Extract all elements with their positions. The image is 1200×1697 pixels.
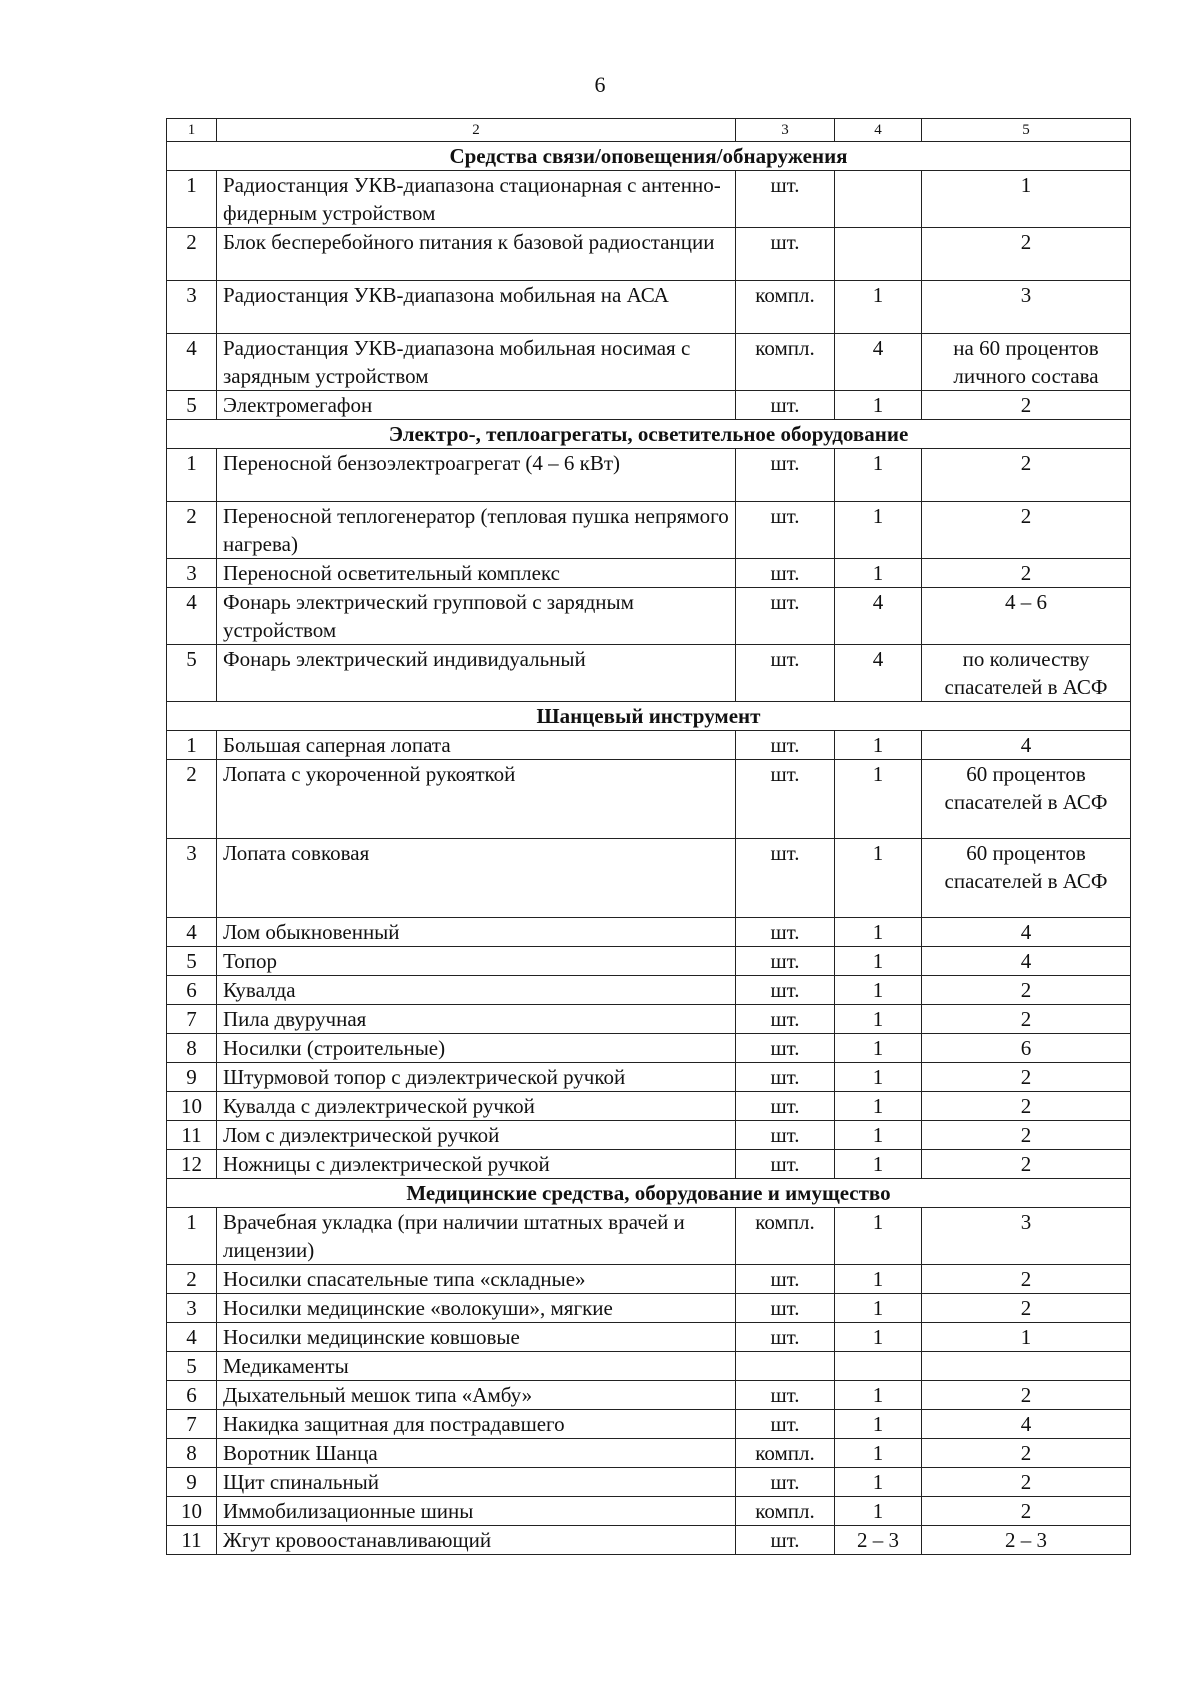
- row-number: 5: [167, 645, 217, 702]
- quantity-column-4: 1: [835, 1439, 922, 1468]
- table-row: [167, 1150, 1131, 1179]
- unit-of-measure: [736, 1352, 835, 1381]
- table-row: [167, 281, 1131, 334]
- unit-of-measure: шт.: [736, 559, 835, 588]
- quantity-column-4: 1: [835, 449, 922, 502]
- quantity-column-5: 2: [922, 1005, 1131, 1034]
- quantity-column-5: 2: [922, 1439, 1131, 1468]
- unit-of-measure: шт.: [736, 1092, 835, 1121]
- row-number: 3: [167, 1294, 217, 1323]
- quantity-column-5: 1: [922, 1323, 1131, 1352]
- column-header: 3: [736, 119, 835, 142]
- row-number: 12: [167, 1150, 217, 1179]
- quantity-column-4: 1: [835, 1323, 922, 1352]
- unit-of-measure: шт.: [736, 1294, 835, 1323]
- column-header: 4: [835, 119, 922, 142]
- quantity-column-5: 2: [922, 1265, 1131, 1294]
- quantity-column-5: по количеству спасателей в АСФ: [922, 645, 1131, 702]
- table-row: [167, 1208, 1131, 1265]
- table-row: [167, 1497, 1131, 1526]
- quantity-column-5: 4: [922, 947, 1131, 976]
- item-name: Переносной бензоэлектроагрегат (4 – 6 кВт): [217, 449, 736, 502]
- table-row: [167, 588, 1131, 645]
- row-number: 9: [167, 1468, 217, 1497]
- quantity-column-5: 60 процентов спасателей в АСФ: [922, 760, 1131, 839]
- column-header: 5: [922, 119, 1131, 142]
- item-name: Воротник Шанца: [217, 1439, 736, 1468]
- row-number: 5: [167, 1352, 217, 1381]
- table-row: [167, 228, 1131, 281]
- quantity-column-4: 1: [835, 1468, 922, 1497]
- row-number: 10: [167, 1497, 217, 1526]
- table-row: [167, 502, 1131, 559]
- quantity-column-5: 2: [922, 1468, 1131, 1497]
- unit-of-measure: шт.: [736, 391, 835, 420]
- row-number: 3: [167, 559, 217, 588]
- unit-of-measure: шт.: [736, 839, 835, 918]
- unit-of-measure: шт.: [736, 1323, 835, 1352]
- item-name: Топор: [217, 947, 736, 976]
- quantity-column-4: 4: [835, 588, 922, 645]
- quantity-column-5: 2: [922, 976, 1131, 1005]
- unit-of-measure: шт.: [736, 1121, 835, 1150]
- equipment-table: [166, 118, 1131, 1555]
- quantity-column-5: [922, 1352, 1131, 1381]
- unit-of-measure: шт.: [736, 449, 835, 502]
- item-name: Радиостанция УКВ-диапазона мобильная носимая с зарядным устройством: [217, 334, 736, 391]
- quantity-column-4: 1: [835, 1005, 922, 1034]
- unit-of-measure: шт.: [736, 228, 835, 281]
- table-row: [167, 334, 1131, 391]
- quantity-column-4: 1: [835, 1092, 922, 1121]
- quantity-column-4: [835, 1352, 922, 1381]
- row-number: 5: [167, 947, 217, 976]
- section-power-lighting: [167, 420, 1131, 449]
- table-row: [167, 1526, 1131, 1555]
- row-number: 2: [167, 502, 217, 559]
- row-number: 6: [167, 1381, 217, 1410]
- row-number: 4: [167, 1323, 217, 1352]
- unit-of-measure: шт.: [736, 1381, 835, 1410]
- quantity-column-5: 2: [922, 1092, 1131, 1121]
- row-number: 4: [167, 588, 217, 645]
- quantity-column-5: 4: [922, 731, 1131, 760]
- row-number: 1: [167, 449, 217, 502]
- section-communications: [167, 142, 1131, 171]
- quantity-column-5: 3: [922, 281, 1131, 334]
- unit-of-measure: шт.: [736, 1063, 835, 1092]
- quantity-column-5: 2: [922, 1381, 1131, 1410]
- section-medical: [167, 1179, 1131, 1208]
- quantity-column-5: 2: [922, 559, 1131, 588]
- item-name: Переносной осветительный комплекс: [217, 559, 736, 588]
- row-number: 11: [167, 1121, 217, 1150]
- table-row: [167, 1352, 1131, 1381]
- table-row: [167, 1294, 1131, 1323]
- item-name: Блок бесперебойного питания к базовой радиостанции: [217, 228, 736, 281]
- table-row: [167, 171, 1131, 228]
- item-name: Врачебная укладка (при наличии штатных врачей и лицензии): [217, 1208, 736, 1265]
- table-row: [167, 976, 1131, 1005]
- section-entrenching-tools: [167, 702, 1131, 731]
- row-number: 7: [167, 1005, 217, 1034]
- column-header: 1: [167, 119, 217, 142]
- quantity-column-5: 2: [922, 1497, 1131, 1526]
- unit-of-measure: шт.: [736, 1150, 835, 1179]
- quantity-column-4: 1: [835, 559, 922, 588]
- item-name: Иммобилизационные шины: [217, 1497, 736, 1526]
- unit-of-measure: шт.: [736, 1034, 835, 1063]
- quantity-column-5: 2: [922, 1150, 1131, 1179]
- unit-of-measure: шт.: [736, 502, 835, 559]
- section-title: Медицинские средства, оборудование и имущество: [167, 1179, 1131, 1208]
- row-number: 11: [167, 1526, 217, 1555]
- column-header: 2: [217, 119, 736, 142]
- unit-of-measure: компл.: [736, 281, 835, 334]
- quantity-column-5: 2 – 3: [922, 1526, 1131, 1555]
- row-number: 3: [167, 281, 217, 334]
- unit-of-measure: шт.: [736, 1526, 835, 1555]
- item-name: Медикаменты: [217, 1352, 736, 1381]
- table-row: [167, 1092, 1131, 1121]
- table-row: [167, 731, 1131, 760]
- quantity-column-5: 1: [922, 171, 1131, 228]
- row-number: 10: [167, 1092, 217, 1121]
- row-number: 6: [167, 976, 217, 1005]
- item-name: Носилки медицинские «волокуши», мягкие: [217, 1294, 736, 1323]
- item-name: Носилки спасательные типа «складные»: [217, 1265, 736, 1294]
- row-number: 1: [167, 731, 217, 760]
- quantity-column-4: 1: [835, 1410, 922, 1439]
- quantity-column-5: 2: [922, 449, 1131, 502]
- quantity-column-4: 1: [835, 1121, 922, 1150]
- unit-of-measure: шт.: [736, 1410, 835, 1439]
- item-name: Фонарь электрический групповой с зарядным устройством: [217, 588, 736, 645]
- quantity-column-4: 1: [835, 1208, 922, 1265]
- table-row: [167, 760, 1131, 839]
- quantity-column-4: 1: [835, 1497, 922, 1526]
- item-name: Накидка защитная для пострадавшего: [217, 1410, 736, 1439]
- row-number: 3: [167, 839, 217, 918]
- row-number: 4: [167, 918, 217, 947]
- item-name: Лопата с укороченной рукояткой: [217, 760, 736, 839]
- page-number: 6: [594, 72, 606, 97]
- item-name: Щит спинальный: [217, 1468, 736, 1497]
- quantity-column-5: 4: [922, 918, 1131, 947]
- unit-of-measure: шт.: [736, 588, 835, 645]
- table-row: [167, 391, 1131, 420]
- row-number: 4: [167, 334, 217, 391]
- unit-of-measure: шт.: [736, 976, 835, 1005]
- quantity-column-5: 4 – 6: [922, 588, 1131, 645]
- item-name: Кувалда: [217, 976, 736, 1005]
- section-title: Шанцевый инструмент: [167, 702, 1131, 731]
- table-row: [167, 918, 1131, 947]
- item-name: Пила двуручная: [217, 1005, 736, 1034]
- unit-of-measure: шт.: [736, 947, 835, 976]
- row-number: 2: [167, 1265, 217, 1294]
- quantity-column-4: 1: [835, 391, 922, 420]
- table-row: [167, 449, 1131, 502]
- item-name: Лопата совковая: [217, 839, 736, 918]
- unit-of-measure: шт.: [736, 1265, 835, 1294]
- table-row: [167, 1121, 1131, 1150]
- item-name: Переносной теплогенератор (тепловая пушка непрямого нагрева): [217, 502, 736, 559]
- item-name: Лом обыкновенный: [217, 918, 736, 947]
- item-name: Электромегафон: [217, 391, 736, 420]
- table-row: [167, 1468, 1131, 1497]
- quantity-column-5: 2: [922, 391, 1131, 420]
- quantity-column-5: 2: [922, 1294, 1131, 1323]
- item-name: Кувалда с диэлектрической ручкой: [217, 1092, 736, 1121]
- quantity-column-4: 1: [835, 839, 922, 918]
- table-row: [167, 1005, 1131, 1034]
- table-row: [167, 1439, 1131, 1468]
- quantity-column-4: 1: [835, 1294, 922, 1323]
- quantity-column-4: 1: [835, 1063, 922, 1092]
- unit-of-measure: шт.: [736, 1005, 835, 1034]
- item-name: Радиостанция УКВ-диапазона мобильная на АСА: [217, 281, 736, 334]
- quantity-column-4: 4: [835, 334, 922, 391]
- item-name: Большая саперная лопата: [217, 731, 736, 760]
- table-row: [167, 947, 1131, 976]
- table-row: [167, 1323, 1131, 1352]
- column-number-header-row: [167, 119, 1131, 142]
- item-name: Дыхательный мешок типа «Амбу»: [217, 1381, 736, 1410]
- table-row: [167, 1265, 1131, 1294]
- section-title: Средства связи/оповещения/обнаружения: [167, 142, 1131, 171]
- table-row: [167, 839, 1131, 918]
- row-number: 2: [167, 228, 217, 281]
- unit-of-measure: шт.: [736, 918, 835, 947]
- unit-of-measure: шт.: [736, 171, 835, 228]
- item-name: Носилки медицинские ковшовые: [217, 1323, 736, 1352]
- quantity-column-4: 2 – 3: [835, 1526, 922, 1555]
- section-title: Электро-, теплоагрегаты, осветительное оборудование: [167, 420, 1131, 449]
- quantity-column-4: 1: [835, 1034, 922, 1063]
- table-row: [167, 645, 1131, 702]
- unit-of-measure: компл.: [736, 1208, 835, 1265]
- quantity-column-4: 1: [835, 976, 922, 1005]
- quantity-column-4: 1: [835, 1381, 922, 1410]
- quantity-column-4: 1: [835, 918, 922, 947]
- table-row: [167, 1410, 1131, 1439]
- table-row: [167, 1063, 1131, 1092]
- row-number: 2: [167, 760, 217, 839]
- table-row: [167, 1034, 1131, 1063]
- item-name: Ножницы с диэлектрической ручкой: [217, 1150, 736, 1179]
- unit-of-measure: шт.: [736, 731, 835, 760]
- quantity-column-4: 1: [835, 502, 922, 559]
- row-number: 1: [167, 1208, 217, 1265]
- quantity-column-4: 1: [835, 947, 922, 976]
- quantity-column-5: 2: [922, 502, 1131, 559]
- quantity-column-5: 60 процентов спасателей в АСФ: [922, 839, 1131, 918]
- quantity-column-5: 2: [922, 228, 1131, 281]
- quantity-column-4: 1: [835, 760, 922, 839]
- quantity-column-5: на 60 процентов личного состава: [922, 334, 1131, 391]
- table-row: [167, 1381, 1131, 1410]
- quantity-column-4: [835, 171, 922, 228]
- quantity-column-4: 4: [835, 645, 922, 702]
- item-name: Жгут кровоостанавливающий: [217, 1526, 736, 1555]
- quantity-column-4: 1: [835, 281, 922, 334]
- row-number: 5: [167, 391, 217, 420]
- unit-of-measure: шт.: [736, 760, 835, 839]
- row-number: 8: [167, 1034, 217, 1063]
- quantity-column-5: 2: [922, 1121, 1131, 1150]
- item-name: Штурмовой топор с диэлектрической ручкой: [217, 1063, 736, 1092]
- row-number: 8: [167, 1439, 217, 1468]
- row-number: 7: [167, 1410, 217, 1439]
- unit-of-measure: компл.: [736, 1497, 835, 1526]
- quantity-column-5: 6: [922, 1034, 1131, 1063]
- table-row: [167, 559, 1131, 588]
- unit-of-measure: компл.: [736, 1439, 835, 1468]
- quantity-column-5: 2: [922, 1063, 1131, 1092]
- row-number: 1: [167, 171, 217, 228]
- quantity-column-5: 4: [922, 1410, 1131, 1439]
- unit-of-measure: шт.: [736, 1468, 835, 1497]
- quantity-column-4: 1: [835, 731, 922, 760]
- quantity-column-4: [835, 228, 922, 281]
- item-name: Носилки (строительные): [217, 1034, 736, 1063]
- item-name: Фонарь электрический индивидуальный: [217, 645, 736, 702]
- unit-of-measure: компл.: [736, 334, 835, 391]
- quantity-column-4: 1: [835, 1150, 922, 1179]
- item-name: Радиостанция УКВ-диапазона стационарная с антенно-фидерным устройством: [217, 171, 736, 228]
- unit-of-measure: шт.: [736, 645, 835, 702]
- quantity-column-4: 1: [835, 1265, 922, 1294]
- row-number: 9: [167, 1063, 217, 1092]
- quantity-column-5: 3: [922, 1208, 1131, 1265]
- item-name: Лом с диэлектрической ручкой: [217, 1121, 736, 1150]
